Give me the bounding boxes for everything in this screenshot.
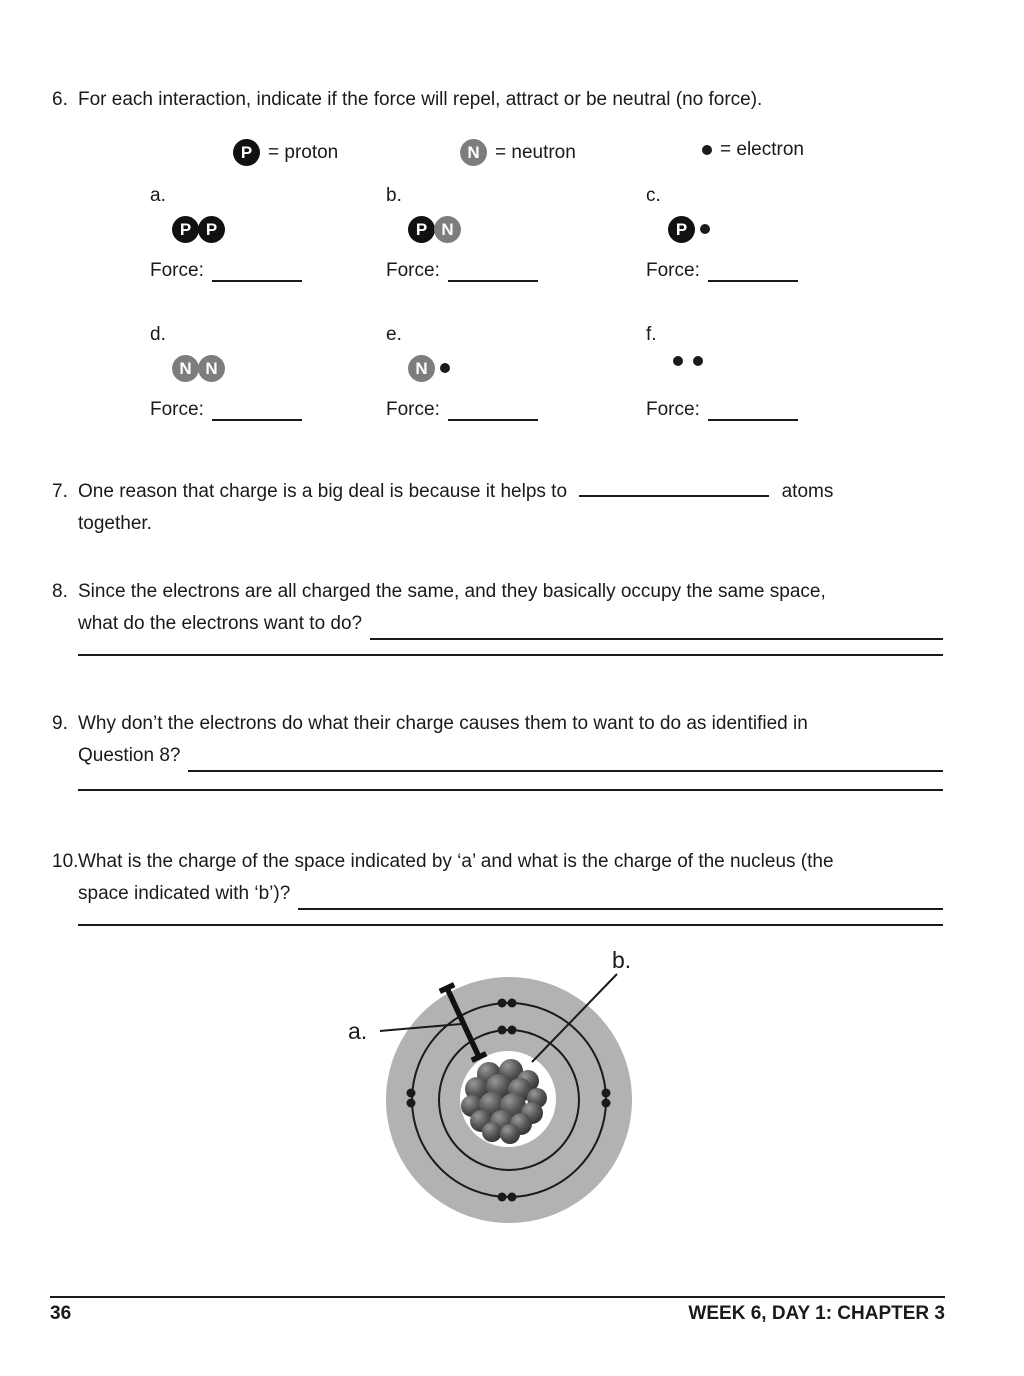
force-answer-blank[interactable] (448, 402, 538, 421)
force-answer-blank[interactable] (448, 263, 538, 282)
answer-blank[interactable] (298, 887, 943, 910)
question-8 (52, 576, 952, 640)
force-label: Force: (150, 260, 204, 281)
electron-dot-icon (602, 1089, 611, 1098)
question-6-prompt: For each interaction, indicate if the force will repel, attract or be neutral (no force). (78, 89, 763, 110)
proton-icon: P (198, 216, 225, 243)
question-number: 7. (52, 481, 68, 502)
neutron-icon: N (408, 355, 435, 382)
electron-dot-icon (508, 1193, 517, 1202)
electron-dot-icon (602, 1099, 611, 1108)
question-9-text-line2: Question 8? (78, 745, 181, 766)
page-number: 36 (50, 1303, 72, 1324)
force-answer-blank[interactable] (708, 402, 798, 421)
footer (50, 1303, 945, 1325)
neutron-icon: N (172, 355, 199, 382)
question-number: 8. (52, 581, 68, 602)
interaction-f (646, 324, 846, 421)
force-label: Force: (646, 260, 700, 281)
question-number: 10. (52, 851, 79, 872)
legend-neutron-label: = neutron (495, 141, 576, 163)
particle-pair (172, 215, 350, 243)
answer-blank[interactable] (188, 749, 943, 772)
answer-line[interactable] (78, 789, 943, 791)
particle-pair (408, 354, 586, 382)
electron-dot-icon (407, 1099, 416, 1108)
question-number: 9. (52, 713, 68, 734)
footer-chapter-label: WEEK 6, DAY 1: CHAPTER 3 (688, 1303, 945, 1324)
force-answer-blank[interactable] (212, 263, 302, 282)
neutron-icon: N (460, 139, 487, 166)
question-7-text-after: atoms (781, 481, 834, 502)
question-10-text-line1: What is the charge of the space indicated by ‘a’ and what is the charge of the nucleus (the (78, 851, 834, 872)
electron-dot-icon (498, 1026, 507, 1035)
question-10-text-line2: space indicated with ‘b’)? (78, 883, 291, 904)
question-number: 6. (52, 89, 68, 110)
interaction-a (150, 185, 350, 282)
diagram-label-b: b. (612, 947, 632, 973)
question-7-text-line2: together. (78, 513, 152, 534)
interaction-b (386, 185, 586, 282)
electron-dot-icon (440, 363, 450, 373)
interaction-e (386, 324, 586, 421)
atom-diagram (330, 938, 690, 1244)
answer-line[interactable] (78, 924, 943, 926)
particle-pair (668, 215, 846, 243)
electron-dot-icon (498, 1193, 507, 1202)
interaction-d (150, 324, 350, 421)
question-6 (52, 84, 952, 116)
legend-proton (233, 139, 338, 166)
electron-dot-icon (700, 224, 710, 234)
answer-blank[interactable] (370, 617, 943, 640)
neutron-icon: N (198, 355, 225, 382)
force-label: Force: (386, 260, 440, 281)
proton-icon: P (408, 216, 435, 243)
question-9-text-line1: Why don’t the electrons do what their charge causes them to want to do as identified in (78, 713, 808, 734)
force-answer-blank[interactable] (708, 263, 798, 282)
electron-dot-icon (508, 999, 517, 1008)
force-label: Force: (150, 399, 204, 420)
proton-icon: P (172, 216, 199, 243)
electron-dot-icon (702, 145, 712, 155)
footer-rule (50, 1296, 945, 1298)
interaction-label: f. (646, 324, 657, 345)
particle-pair (408, 215, 586, 243)
interaction-label: b. (386, 185, 402, 206)
question-7 (52, 476, 952, 540)
interaction-c (646, 185, 846, 282)
force-label: Force: (386, 399, 440, 420)
electron-dot-icon (498, 999, 507, 1008)
force-answer-blank[interactable] (212, 402, 302, 421)
electron-dot-icon (508, 1026, 517, 1035)
electron-dot-icon (693, 356, 703, 366)
question-9 (52, 708, 952, 772)
proton-icon: P (233, 139, 260, 166)
proton-icon: P (668, 216, 695, 243)
legend-neutron (460, 139, 576, 166)
interaction-label: a. (150, 185, 166, 206)
question-10 (52, 846, 952, 910)
legend-electron-label: = electron (720, 139, 804, 160)
particle-pair (668, 354, 846, 382)
neutron-icon: N (434, 216, 461, 243)
question-8-text-line2: what do the electrons want to do? (78, 613, 363, 634)
legend-electron (702, 139, 804, 161)
answer-blank[interactable] (579, 478, 769, 497)
interaction-label: d. (150, 324, 166, 345)
question-7-text: One reason that charge is a big deal is because it helps to (78, 481, 568, 502)
question-8-text-line1: Since the electrons are all charged the same, and they basically occupy the same space, (78, 581, 826, 602)
diagram-label-a: a. (348, 1018, 368, 1044)
interaction-label: e. (386, 324, 402, 345)
legend-proton-label: = proton (268, 141, 339, 163)
particle-pair (172, 354, 350, 382)
answer-line[interactable] (78, 654, 943, 656)
force-label: Force: (646, 399, 700, 420)
electron-dot-icon (673, 356, 683, 366)
electron-dot-icon (407, 1089, 416, 1098)
interaction-label: c. (646, 185, 661, 206)
